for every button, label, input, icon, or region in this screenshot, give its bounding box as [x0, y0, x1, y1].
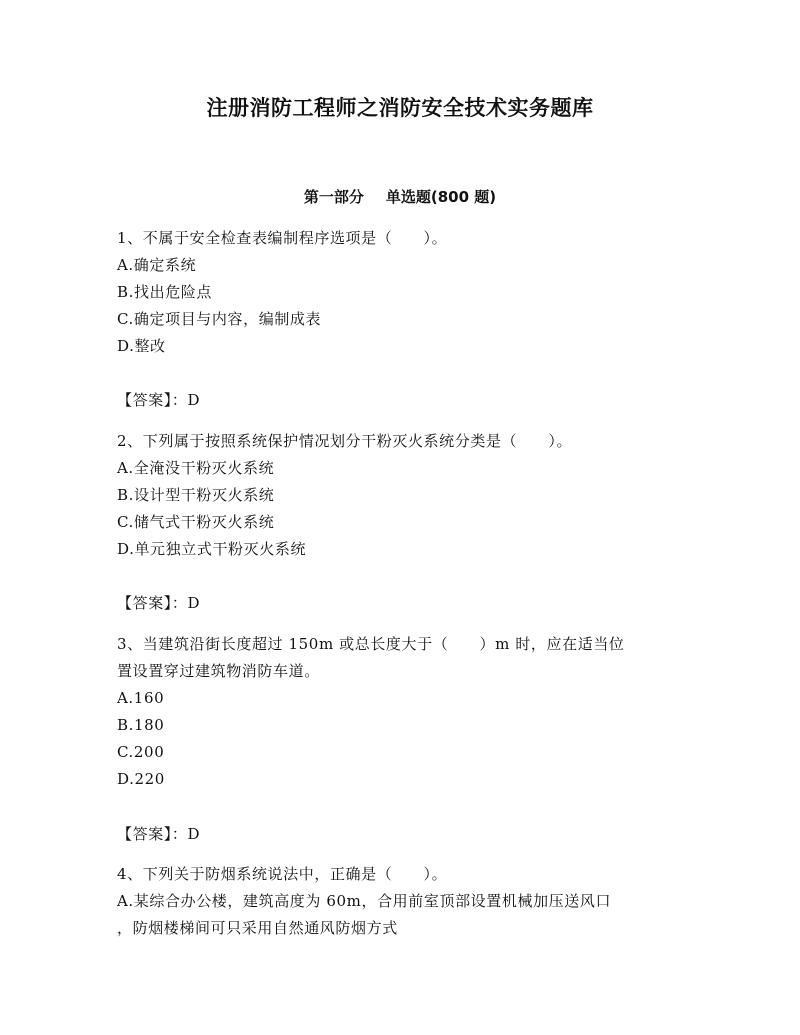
question-2-option-c: C.储气式干粉灭火系统	[117, 513, 275, 531]
section-part: 第一部分	[303, 188, 364, 206]
question-3-option-c: C.200	[117, 743, 165, 761]
question-4-stem: 4、下列关于防烟系统说法中，正确是（ ）。	[117, 865, 448, 883]
question-3-option-d: D.220	[117, 770, 165, 788]
question-1-stem: 1、不属于安全检查表编制程序选项是（ ）。	[117, 229, 448, 247]
question-3-stem-line-2: 置设置穿过建筑物消防车道。	[117, 662, 320, 680]
question-2-stem: 2、下列属于按照系统保护情况划分干粉灭火系统分类是（ ）。	[117, 432, 573, 450]
question-2-option-b: B.设计型干粉灭火系统	[117, 486, 275, 504]
document-title: 注册消防工程师之消防安全技术实务题库	[206, 96, 594, 120]
question-2-option-a: A.全淹没干粉灭火系统	[117, 459, 275, 477]
question-1-answer: 【答案】：D	[117, 391, 201, 409]
question-2-answer: 【答案】：D	[117, 594, 201, 612]
section-name: 单选题(800 题)	[385, 188, 497, 206]
question-1-option-d: D.整改	[117, 337, 166, 355]
question-1-option-a: A.确定系统	[117, 256, 197, 274]
question-1-option-c: C.确定项目与内容，编制成表	[117, 310, 322, 328]
question-2-option-d: D.单元独立式干粉灭火系统	[117, 540, 307, 558]
question-3-stem-line-1: 3、当建筑沿街长度超过 150m 或总长度大于（ ）m 时，应在适当位	[117, 635, 625, 653]
question-3-answer: 【答案】：D	[117, 825, 201, 843]
question-3-option-a: A.160	[117, 689, 165, 707]
question-3-option-b: B.180	[117, 716, 165, 734]
question-4-option-a-line-2: ，防烟楼梯间可只采用自然通风防烟方式	[117, 919, 398, 937]
question-1-option-b: B.找出危险点	[117, 283, 212, 301]
question-4-option-a-line-1: A.某综合办公楼，建筑高度为 60m，合用前室顶部设置机械加压送风口	[117, 892, 612, 910]
section-heading	[0, 186, 800, 207]
